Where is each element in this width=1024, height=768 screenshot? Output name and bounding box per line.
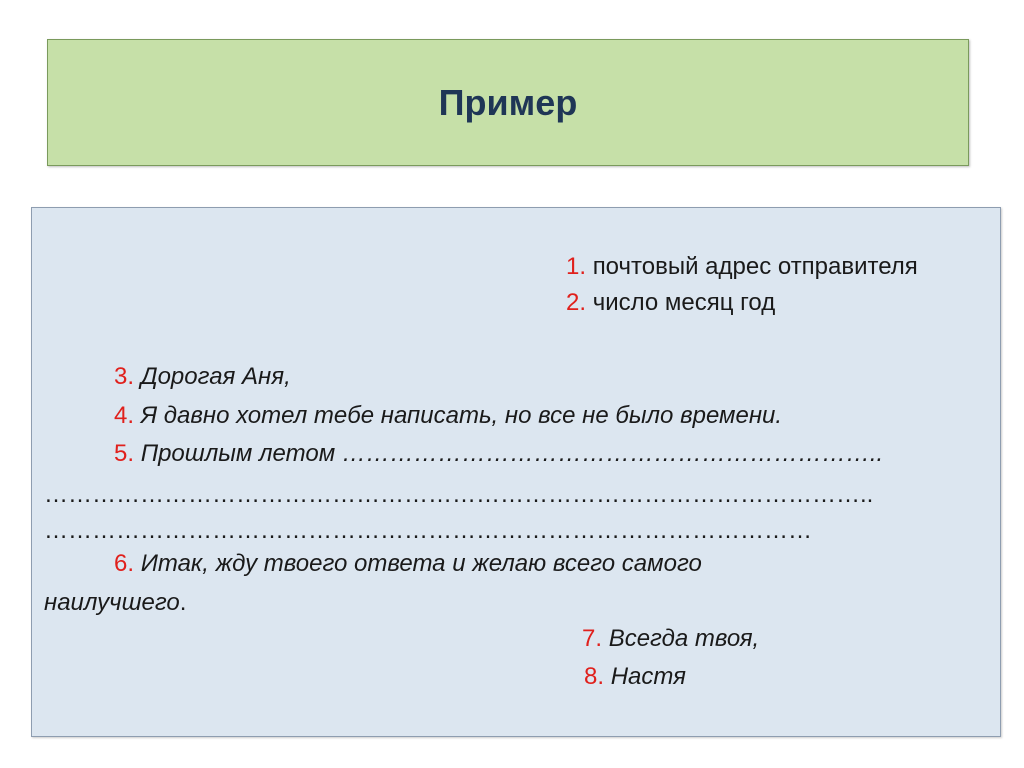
line-number: 5. (114, 440, 135, 467)
line-text: число месяц год (592, 289, 776, 316)
line-number: 8. (584, 663, 605, 690)
line-text: Настя (610, 663, 686, 690)
letter-line-closing-wish-cont (44, 588, 186, 618)
letter-line-closing-wish (114, 549, 702, 579)
line-number: 7. (582, 625, 603, 652)
slide-title: Пример (438, 81, 578, 123)
letter-line-greeting (114, 362, 291, 392)
line-text: Всегда твоя, (608, 625, 760, 652)
line-text: Дорогая Аня, (140, 363, 291, 390)
title-banner (47, 39, 969, 166)
line-number: 4. (114, 402, 135, 429)
line-text: Я давно хотел тебе написать, но все не было времени. (140, 402, 783, 429)
letter-line-date (566, 288, 775, 318)
letter-line-signature (584, 662, 686, 692)
line-text: ………………………………………………………………………………………….. (44, 481, 874, 508)
letter-line-main-body (114, 439, 883, 469)
letter-line-intro (114, 401, 782, 431)
line-number: 3. (114, 363, 135, 390)
line-text: Итак, жду твоего ответа и желаю всего самого (140, 550, 702, 577)
period: . (179, 589, 187, 616)
line-text: …………………………………………………………………………………… (44, 517, 812, 544)
letter-example (31, 207, 1001, 737)
letter-line-sign-off (582, 624, 759, 654)
line-number: 1. (566, 253, 587, 280)
letter-line-sender-address (566, 252, 918, 282)
line-text: почтовый адрес отправителя (592, 253, 918, 280)
line-number: 2. (566, 289, 587, 316)
line-text: Прошлым летом ………………………………………………………….. (140, 440, 884, 467)
letter-line-filler (44, 516, 812, 546)
letter-line-filler (44, 480, 873, 510)
line-text: наилучшего (44, 589, 180, 616)
line-number: 6. (114, 550, 135, 577)
